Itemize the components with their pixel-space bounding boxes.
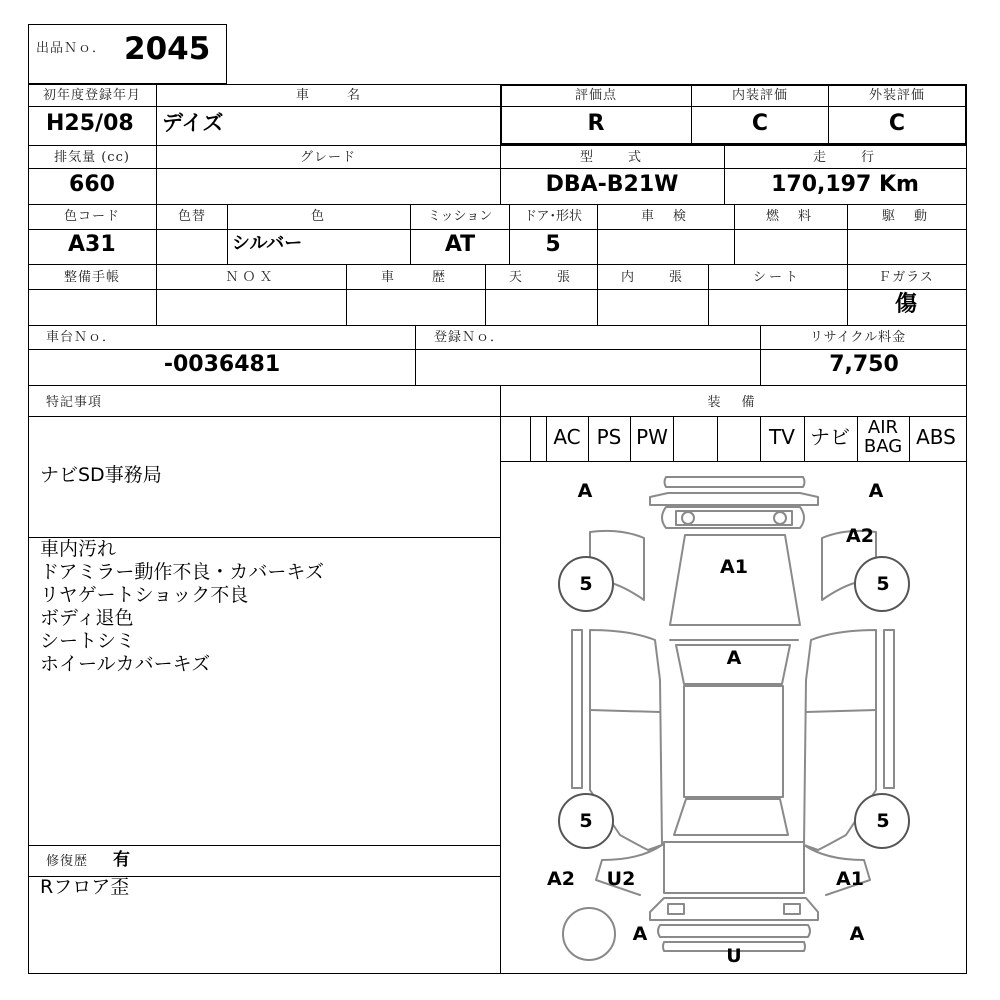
mark-tire-front-left: 5 [579,573,593,595]
notes-line-1: ナビSD事務局 [40,464,162,486]
mark-rear-left-door: U2 [606,868,636,890]
left-mirror-outline [572,630,582,788]
note-item: ドアミラー動作不良・カバーキズ [40,561,325,583]
exterior-grade: C [888,111,906,136]
displacement: 660 [69,172,115,197]
doors: 5 [545,232,561,257]
equipment-pw: PW [636,425,668,449]
rear-bumper-outline [650,898,818,920]
score: R [587,111,605,136]
color-code-label: 色コード [63,209,121,224]
note-item: ホイールカバーキズ [40,653,211,675]
equipment-abs: ABS [916,425,956,449]
mark-front-right: A [868,480,884,502]
mileage-label: 走 行 [812,150,878,165]
rear-window-outline [674,799,788,835]
equipment-ac: AC [553,425,581,449]
lot-label: 出品Ｎｏ． [36,41,107,56]
model-code: DBA-B21W [545,172,679,197]
mark-front-left: A [577,480,593,502]
mark-rear-right-quarter: A1 [836,868,864,890]
mark-rear-left-quarter: A2 [547,868,575,890]
roof-outline [684,686,783,797]
car-name: デイズ [162,111,224,135]
interior-label: 内装評価 [731,88,789,103]
mark-right-fender: A2 [846,525,874,547]
equipment-navi: ナビ [810,425,850,449]
notes-list [40,538,324,676]
mark-rear-bumper: U [726,945,742,967]
chassis-label: 車台Ｎｏ． [46,330,117,345]
chassis-number: -0036481 [163,352,281,377]
equipment-ps: PS [596,425,622,449]
repaint-label: 色替 [177,209,207,224]
repair-history-value: 有 [113,850,130,870]
drive-label: 駆 動 [881,209,931,224]
lot-number: 2045 [124,31,211,67]
service-record-label: 整備手帳 [63,270,121,285]
score-label: 評価点 [574,88,618,103]
seat-label: シート [752,270,802,285]
exterior-label: 外装評価 [868,88,926,103]
notes-label: 特記事項 [46,395,103,410]
recycle-fee: 7,750 [829,352,899,377]
hood-outline [670,535,800,625]
doors-label: ドア･形状 [523,209,583,224]
headliner-label: 内 張 [620,270,686,285]
inspection-label: 車 検 [640,209,690,224]
nox-label: ＮＯＸ [225,270,277,285]
note-item: ボディ退色 [40,607,134,629]
mark-tire-front-right: 5 [876,573,890,595]
mark-rear-right: A [849,923,865,945]
equipment-tv: TV [769,425,795,449]
interior-grade: C [751,111,769,136]
sunroof-label: 天 張 [508,270,574,285]
recycle-fee-label: リサイクル料金 [809,330,907,345]
repair-detail: Rフロア歪 [40,876,130,898]
color-code: A31 [68,232,116,257]
color: シルバー [232,233,303,254]
car-damage-diagram [501,462,966,973]
displacement-label: 排気量 (cc) [54,150,130,165]
color-label: 色 [310,209,326,224]
first-registration: H25/08 [46,111,134,136]
registration-label: 登録Ｎｏ． [434,330,505,345]
mark-roof: A [726,647,742,669]
equipment-label: 装 備 [707,395,759,410]
front-glass: 傷 [894,292,918,317]
fuel-label: 燃 料 [765,209,815,224]
front-glass-label: Ｆガラス [878,270,934,285]
grade-label: グレード [299,150,357,165]
transmission: AT [444,232,476,257]
note-item: シートシミ [40,630,136,652]
mark-tire-rear-left: 5 [579,810,593,832]
transmission-label: ミッション [427,209,493,224]
repair-history-label: 修復歴 [46,854,89,869]
mark-tire-rear-right: 5 [876,810,890,832]
mark-hood: A1 [720,556,748,578]
first-registration-label: 初年度登録年月 [42,88,142,103]
mark-rear-left: A [632,923,648,945]
equipment-airbag: AIR BAG [863,417,903,457]
model-label: 型 式 [579,150,645,165]
note-item: リヤゲートショック不良 [40,584,249,606]
front-bumper-outline [665,477,805,487]
history-label: 車 歴 [380,270,450,285]
mileage: 170,197 Km [771,172,919,197]
car-name-label: 車 名 [295,88,365,103]
note-item: 車内汚れ [40,538,117,560]
rear-gate-outline [664,842,804,893]
spare-tire [563,908,615,960]
right-mirror-outline [884,630,894,788]
